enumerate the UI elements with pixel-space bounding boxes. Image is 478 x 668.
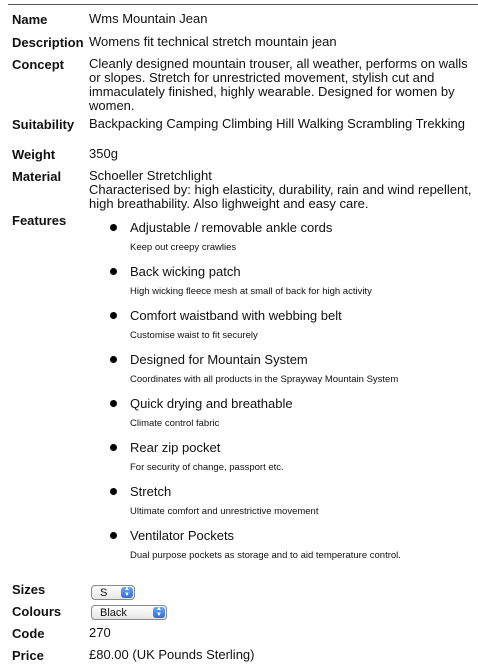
colours-label: Colours [12,604,62,619]
feature-title: Rear zip pocket [130,440,221,455]
material-name: Schoeller Stretchlight [89,168,212,183]
feature-title: Back wicking patch [130,264,241,279]
code-value: 270 [89,625,111,640]
bullet-icon [110,400,117,407]
description-value: Womens fit technical stretch mountain jean [89,34,337,49]
feature-title: Ventilator Pockets [130,528,235,543]
material-value [89,169,473,211]
bullet-icon [110,356,117,363]
feature-description: Ultimate comfort and unrestrictive movement [130,506,319,517]
feature-title: Comfort waistband with webbing belt [130,308,342,323]
feature-description: Dual purpose pockets as storage and to aid temperature control. [130,550,401,561]
bullet-icon [110,488,117,495]
suitability-value: Backpacking Camping Climbing Hill Walking Scrambling Trekking [89,116,465,131]
bullet-icon [110,312,117,319]
feature-title: Adjustable / removable ankle cords [130,220,333,235]
feature-description: Coordinates with all products in the Sprayway Mountain System [130,374,399,385]
price-value: £80.00 (UK Pounds Sterling) [89,647,255,662]
feature-title: Quick drying and breathable [130,396,293,411]
material-description: Characterised by: high elasticity, durability, rain and wind repellent, high breathability. Also lighweight and easy care. [89,182,472,211]
bullet-icon [110,444,117,451]
feature-title: Stretch [130,484,172,499]
size-selected: S [100,587,108,599]
feature-description: For security of change, passport etc. [130,462,284,473]
size-select[interactable] [91,585,135,600]
bullet-icon [110,224,117,231]
feature-description: Keep out creepy crawlies [130,242,237,253]
sizes-label: Sizes [12,582,46,597]
feature-description: High wicking fleece mesh at small of back for high activity [130,286,372,297]
updown-arrows-icon: ▲ ▼ [121,587,133,598]
bullet-icon [110,532,117,539]
suitability-label: Suitability [12,117,75,132]
code-label: Code [12,626,45,641]
weight-label: Weight [12,147,56,162]
colour-selected: Black [100,607,127,619]
concept-label: Concept [12,57,64,72]
price-label: Price [12,648,44,663]
concept-value: Cleanly designed mountain trouser, all weather, performs on walls or slopes. Stretch for unrestricted movement, stylish cut and immaculately finished, highly wearable. Designed for women by women. [89,56,468,113]
colour-select[interactable] [91,605,167,620]
name-label: Name [12,12,48,27]
feature-description: Climate control fabric [130,418,220,429]
bullet-icon [110,268,117,275]
feature-description: Customise waist to fit securely [130,330,258,341]
weight-value: 350g [89,146,118,161]
features-label: Features [12,213,67,228]
top-divider [8,4,478,5]
name-value: Wms Mountain Jean [89,11,208,26]
feature-title: Designed for Mountain System [130,352,308,367]
updown-arrows-icon: ▲ ▼ [153,607,165,618]
description-label: Description [12,35,84,50]
material-label: Material [12,169,62,184]
